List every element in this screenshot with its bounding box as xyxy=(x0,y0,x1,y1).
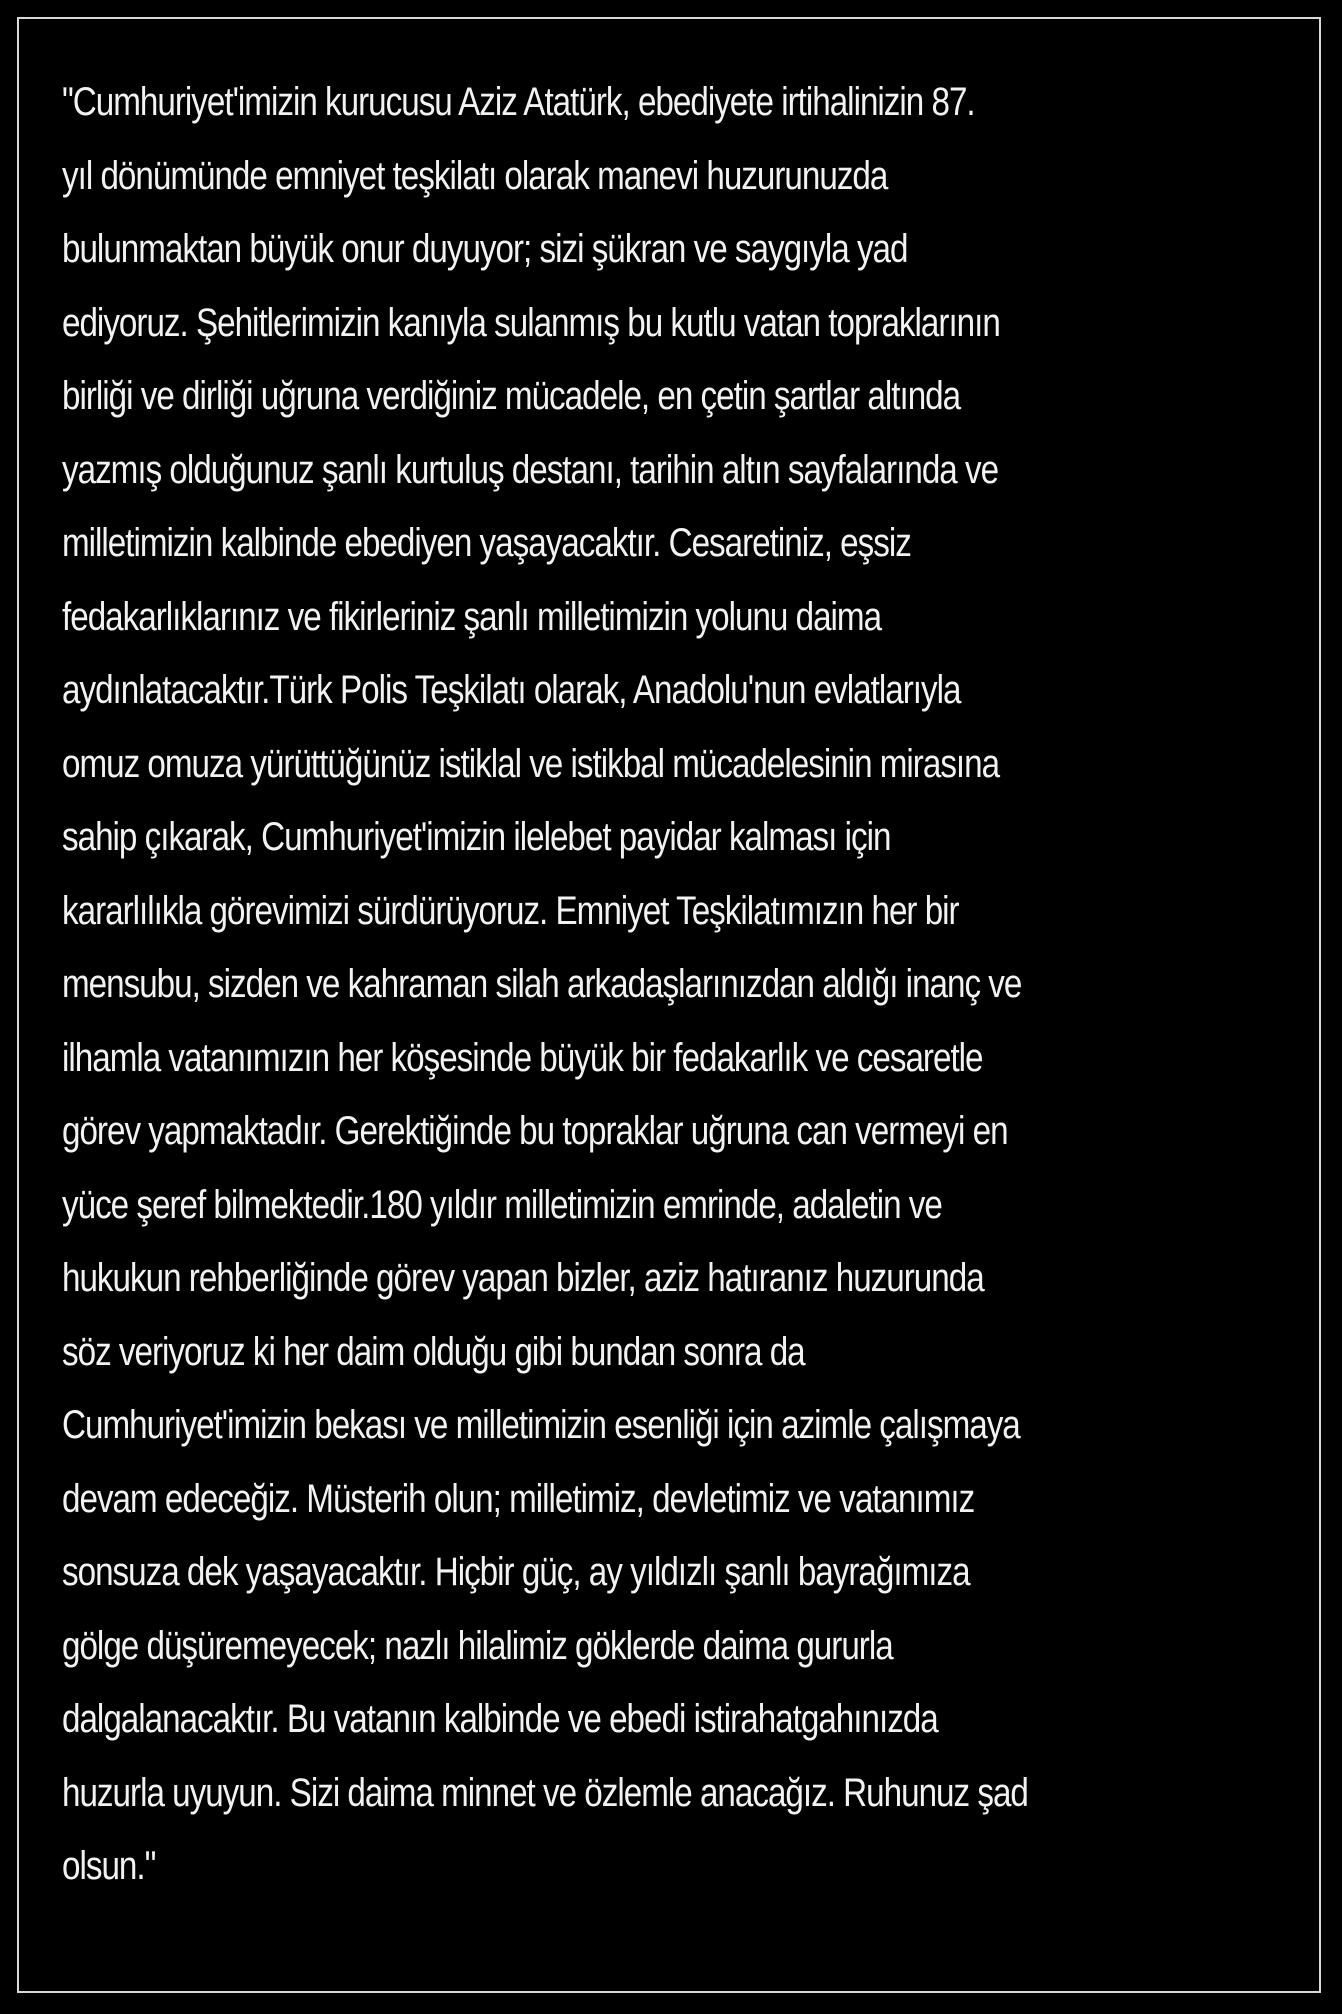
message-line: bulunmaktan büyük onur duyuyor; sizi şükran ve saygıyla yad xyxy=(62,227,908,271)
message-line: yüce şeref bilmektedir.180 yıldır milletimizin emrinde, adaletin ve xyxy=(62,1182,942,1227)
message-line: yazmış olduğunuz şanlı kurtuluş destanı, tarihin altın sayfalarında ve xyxy=(62,447,999,492)
message-line: devam edeceğiz. Müsterih olun; milletimiz, devletimiz ve vatanımız xyxy=(62,1476,975,1521)
message-line: milletimizin kalbinde ebediyen yaşayacaktır. Cesaretiniz, eşsiz xyxy=(62,521,911,565)
message-line: olsun." xyxy=(62,1844,156,1888)
message-line: sonsuza dek yaşayacaktır. Hiçbir güç, ay yıldızlı şanlı bayrağımıza xyxy=(62,1550,970,1594)
message-line: ediyoruz. Şehitlerimizin kanıyla sulanmış bu kutlu vatan topraklarının xyxy=(62,300,1000,345)
message-line: omuz omuza yürüttüğünüz istiklal ve istikbal mücadelesinin mirasına xyxy=(62,741,1000,786)
message-line: Cumhuriyet'imizin bekası ve milletimizin esenliği için azimle çalışmaya xyxy=(62,1403,1020,1447)
message-line: mensubu, sizden ve kahraman silah arkadaşlarınızdan aldığı inanç ve xyxy=(62,962,1022,1006)
message-line: ilhamla vatanımızın her köşesinde büyük bir fedakarlık ve cesaretle xyxy=(62,1035,983,1080)
message-line: söz veriyoruz ki her daim olduğu gibi bundan sonra da xyxy=(62,1329,805,1374)
message-line: hukukun rehberliğinde görev yapan bizler, aziz hatıranız huzurunda xyxy=(62,1256,984,1300)
message-line: fedakarlıklarınız ve fikirleriniz şanlı milletimizin yolunu daima xyxy=(62,594,882,639)
message-line: yıl dönümünde emniyet teşkilatı olarak manevi huzurunuzda xyxy=(62,153,888,198)
message-line: kararlılıkla görevimizi sürdürüyoruz. Emniyet Teşkilatımızın her bir xyxy=(62,888,959,933)
message-line: gölge düşüremeyecek; nazlı hilalimiz göklerde daima gururla xyxy=(62,1623,893,1668)
message-line: "Cumhuriyet'imizin kurucusu Aziz Atatürk, ebediyete irtihalinizin 87. xyxy=(62,80,975,124)
message-line: birliği ve dirliği uğruna verdiğiniz mücadele, en çetin şartlar altında xyxy=(62,374,961,418)
message-line: aydınlatacaktır.Türk Polis Teşkilatı olarak, Anadolu'nun evlatlarıyla xyxy=(62,668,961,712)
message-line: görev yapmaktadır. Gerektiğinde bu topraklar uğruna can vermeyi en xyxy=(62,1109,1008,1153)
message-line: sahip çıkarak, Cumhuriyet'imizin ilelebet payidar kalması için xyxy=(62,815,891,859)
message-line: dalgalanacaktır. Bu vatanın kalbinde ve ebedi istirahatgahınızda xyxy=(62,1697,938,1741)
commemorative-message xyxy=(62,66,1076,1904)
message-line: huzurla uyuyun. Sizi daima minnet ve özlemle anacağız. Ruhunuz şad xyxy=(62,1770,1028,1815)
